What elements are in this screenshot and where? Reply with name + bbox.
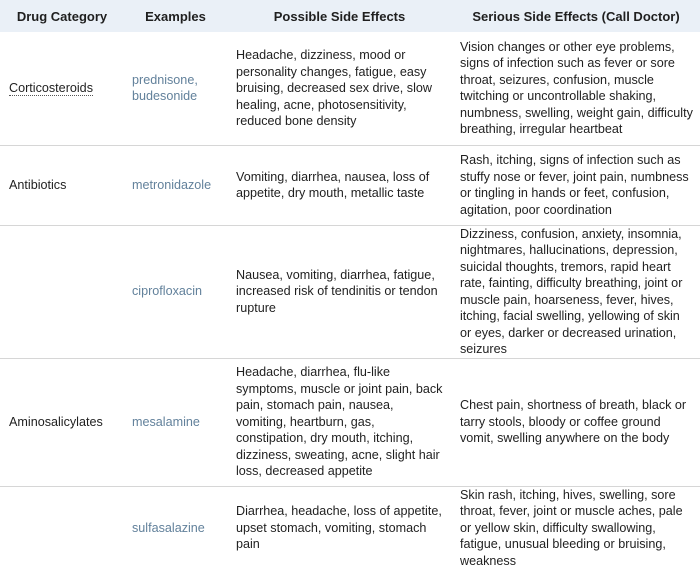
side-effects-cell: Headache, dizziness, mood or personality changes, fatigue, easy bruising, decreased sex drive, slow healing, acne, photosensitivity, reduced bone density — [227, 32, 452, 145]
side-effects-cell: Vomiting, diarrhea, nausea, loss of appetite, dry mouth, metallic taste — [227, 145, 452, 225]
side-effects-cell: Nausea, vomiting, diarrhea, fatigue, increased risk of tendinitis or tendon rupture — [227, 225, 452, 358]
examples-cell[interactable]: sulfasalazine — [132, 520, 205, 535]
drug-category-cell — [0, 486, 124, 569]
table-row — [0, 486, 700, 569]
table-body — [0, 32, 700, 569]
drug-category-cell: Antibiotics — [0, 145, 124, 225]
header-examples: Examples — [145, 8, 206, 24]
side-effects-cell: Diarrhea, headache, loss of appetite, upset stomach, vomiting, stomach pain — [236, 504, 442, 551]
examples-cell[interactable]: metronidazole — [124, 145, 227, 225]
serious-side-effects-cell: Dizziness, confusion, anxiety, insomnia, nightmares, hallucinations, depression, suicidal thoughts, tremors, rapid heart rate, fainting, difficulty breathing, joint or muscle pain, hoarseness, fever, hives, itching, facial swelling, yellowing of skin or eyes, darker or decreased urination, seizures — [452, 225, 700, 358]
side-effects-cell: Headache, diarrhea, flu-like symptoms, muscle or joint pain, back pain, stomach pain, nausea, vomiting, heartburn, gas, constipation, dry mouth, itching, dizziness, sweating, acne, slight hair loss, decreased appetite — [227, 358, 452, 486]
serious-side-effects-cell: Vision changes or other eye problems, signs of infection such as fever or sore throat, seizures, confusion, muscle twitching or uncontrollable shaking, numbness, swelling, weight gain, difficulty breathing, irregular heartbeat — [452, 32, 700, 145]
examples-cell[interactable]: ciprofloxacin — [124, 225, 227, 358]
table-row — [0, 225, 700, 358]
drug-category-cell — [0, 32, 124, 145]
table-row — [0, 145, 700, 225]
header-possible-side-effects: Possible Side Effects — [273, 8, 406, 24]
serious-side-effects-cell: Skin rash, itching, hives, swelling, sore throat, fever, joint or muscle aches, pale or yellow skin, difficulty swallowing, fatigue, unusual bleeding or bruising, weakness — [460, 487, 683, 568]
drug-category-cell — [0, 225, 124, 358]
serious-side-effects-cell: Rash, itching, signs of infection such as stuffy nose or fever, joint pain, numbness or tingling in hands or feet, confusion, agitation, poor coordination — [452, 145, 700, 225]
examples-cell[interactable]: prednisone, budesonide — [124, 32, 227, 145]
header-drug-category: Drug Category — [16, 8, 108, 24]
header-row — [0, 0, 700, 32]
drug-category-link[interactable]: Corticosteroids — [9, 81, 93, 95]
serious-side-effects-cell: Chest pain, shortness of breath, black or tarry stools, bloody or coffee ground vomit, swelling anywhere on the body — [452, 358, 700, 486]
examples-cell[interactable]: mesalamine — [124, 358, 227, 486]
table-row — [0, 358, 700, 486]
table-row — [0, 32, 700, 145]
table-header — [0, 0, 700, 32]
header-serious-side-effects: Serious Side Effects (Call Doctor) — [472, 8, 680, 24]
drug-category-cell: Aminosalicylates — [0, 358, 124, 486]
